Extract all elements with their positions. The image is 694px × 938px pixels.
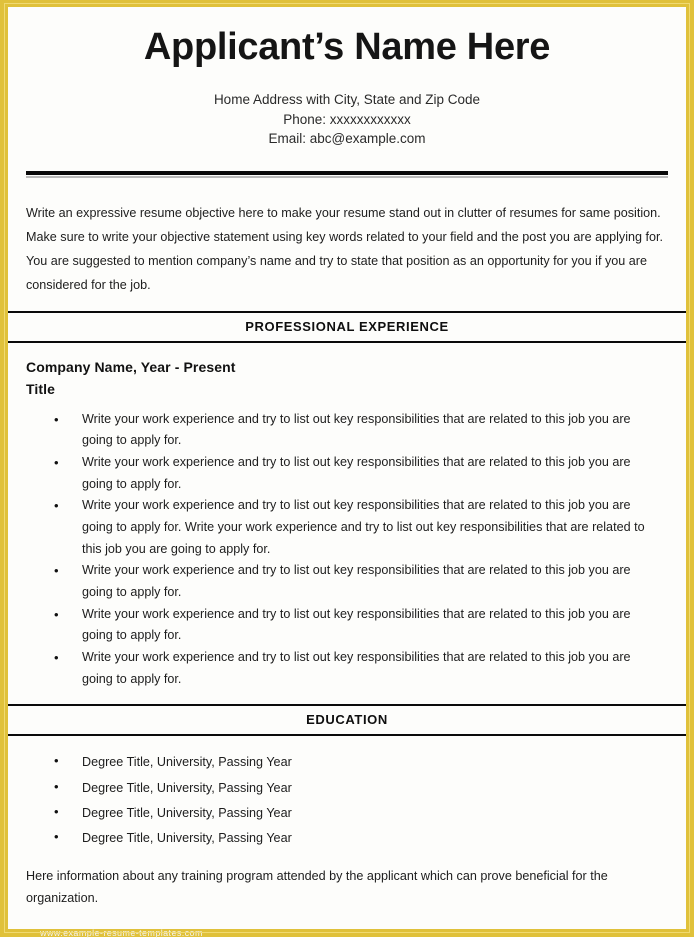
education-bullet-list	[26, 750, 668, 851]
contact-phone: Phone: xxxxxxxxxxxx	[283, 111, 411, 127]
bullet-icon: •	[54, 563, 59, 579]
list-item	[54, 776, 668, 801]
bullet-icon: •	[54, 803, 59, 819]
list-item-text: Degree Title, University, Passing Year	[82, 830, 292, 845]
bullet-icon: •	[54, 650, 59, 665]
header-divider-line	[26, 171, 668, 175]
list-item	[54, 452, 668, 495]
list-item	[54, 647, 668, 690]
bullet-icon: •	[54, 606, 59, 622]
bullet-icon: •	[54, 828, 59, 844]
resume-header	[8, 7, 686, 149]
list-item-text: Write your work experience and try to list out key responsibilities that are related to this job you are going to apply for.	[82, 411, 631, 448]
list-item	[54, 750, 668, 775]
list-item-text: Write your work experience and try to list out key responsibilities that are related to this job you are going to apply for.	[82, 455, 631, 491]
header-divider	[26, 171, 668, 183]
list-item-text: Write your work experience and try to list out key responsibilities that are related to this job you are going to apply for.	[82, 563, 631, 600]
list-item	[54, 826, 668, 851]
list-item	[54, 495, 668, 560]
job-title: Title	[26, 381, 56, 398]
section-title-education: EDUCATION	[306, 712, 388, 728]
list-item-text: Degree Title, University, Passing Year	[82, 755, 292, 770]
contact-block	[22, 90, 672, 149]
objective-paragraph: Write an expressive resume objective here to make your resume stand out in clutter of resumes for same position. Make sure to write your objective statement using key words related to your field and the post you are applying for. You are suggested to mention company’s name and try to state that position as an opportunity for you if you are considered for the job.	[26, 205, 664, 293]
list-item-text: Degree Title, University, Passing Year	[82, 780, 292, 795]
contact-address: Home Address with City, State and Zip Code	[213, 92, 481, 108]
education-closing-note: Here information about any training program attended by the applicant which can prove beneficial for the organization.	[26, 869, 608, 906]
list-item	[54, 801, 668, 826]
bullet-icon: •	[54, 411, 59, 427]
watermark-text: www.example-resume-templates.com	[40, 927, 203, 938]
job-company: Company Name, Year - Present	[26, 359, 236, 376]
section-header-experience	[8, 311, 686, 343]
list-item	[54, 409, 668, 452]
list-item-text: Write your work experience and try to list out key responsibilities that are related to this job you are going to apply for. Write your work experience and try to list out key responsibilities that are related to this job you are going to apply for.	[82, 498, 645, 556]
section-header-education	[8, 704, 686, 736]
header-divider-shadow	[26, 176, 668, 178]
resume-sheet	[8, 7, 686, 938]
section-title-experience: PROFESSIONAL EXPERIENCE	[245, 319, 449, 335]
applicant-name: Applicant’s Name Here	[143, 26, 551, 68]
list-item-text: Write your work experience and try to list out key responsibilities that are related to this job you are going to apply for.	[82, 650, 631, 686]
contact-email: Email: abc@example.com	[268, 131, 426, 147]
list-item-text: Degree Title, University, Passing Year	[82, 805, 292, 820]
bullet-icon: •	[54, 778, 59, 794]
list-item	[54, 560, 668, 603]
list-item	[54, 604, 668, 647]
education-block	[26, 750, 668, 851]
job-block	[26, 357, 668, 690]
bullet-icon: •	[54, 498, 59, 514]
experience-bullet-list	[26, 409, 668, 691]
bullet-icon: •	[54, 455, 59, 471]
bullet-icon: •	[54, 753, 59, 769]
list-item-text: Write your work experience and try to list out key responsibilities that are related to this job you are going to apply for.	[82, 606, 631, 643]
